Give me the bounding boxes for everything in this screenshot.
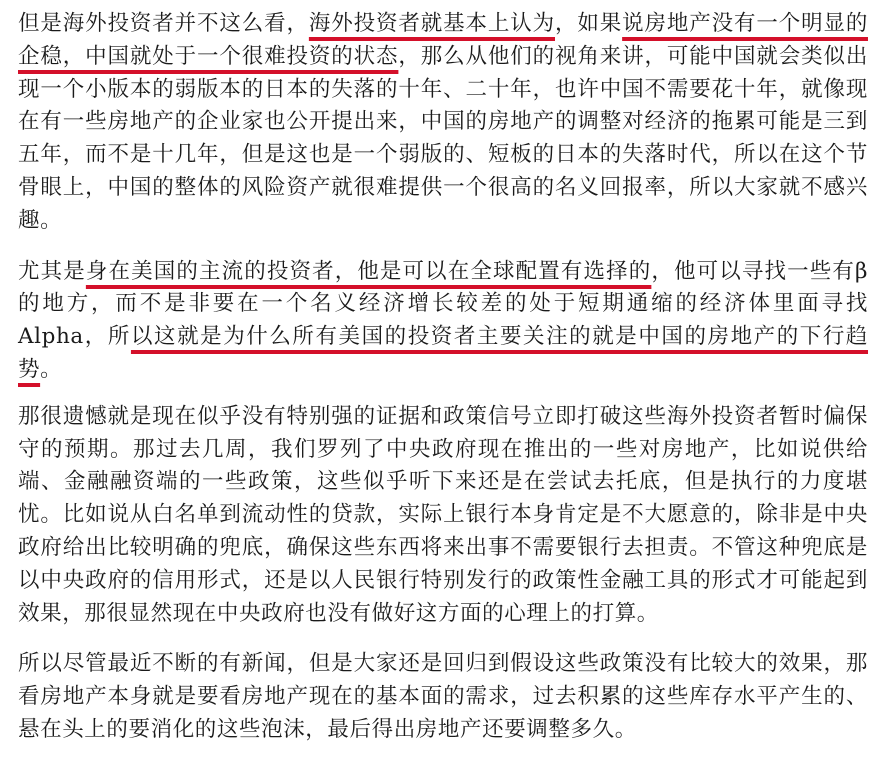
p2-segment-1: 尤其是 <box>18 258 86 284</box>
p2-highlight-1: 身在美国的主流的投资者，他是可以在全球配置有选择的 <box>85 258 652 284</box>
p1-segment-1: 但是海外投资者并不这么看， <box>18 11 309 36</box>
p2-segment-2: ，他可以寻找一些有β的地方，而不是非要在一个名义经济增长较差的处于短期通缩的经济体里面寻找Alpha，所 <box>18 258 868 350</box>
p1-highlight-1: 海外投资者就基本上认为 <box>308 11 555 36</box>
paragraph-1 <box>18 8 868 238</box>
paragraph-4: 所以尽管最近不断的有新闻，但是大家还是回归到假设这些政策没有比较大的效果，那看房地产本身就是要看房地产现在的基本面的需求，过去积累的这些库存水平产生的、悬在头上的要消化的这些泡沫，最后得出房地产还要调整多久。 <box>18 651 868 742</box>
paragraph-3: 那很遗憾就是现在似乎没有特别强的证据和政策信号立即打破这些海外投资者暂时偏保守的预期。那过去几周，我们罗列了中央政府现在推出的一些对房地产，比如说供给端、金融融资端的一些政策，这些似乎听下来还是在尝试去托底，但是执行的力度堪忧。比如说从白名单到流动性的贷款，实际上银行本身肯定是不大愿意的，除非是中央政府给出比较明确的兜底，确保这些东西将来出事不需要银行去担责。不管这种兜底是以中央政府的信用形式，还是以人民银行特别发行的政策性金融工具的形式才可能起到效果，那很显然现在中央政府也没有做好这方面的心理上的打算。 <box>18 403 868 626</box>
p1-segment-3: ，那么从他们的视角来讲，可能中国就会类似出现一个小版本的弱版本的日本的失落的十年、二十年，也许中国不需要花十年，就像现在有一些房地产的企业家也公开提出来，中国的房地产的调整对经济的拖累可能是三到五年，而不是十几年，但是这也是一个弱版的、短板的日本的失落时代，所以在这个节骨眼上，中国的整体的风险资产就很难提供一个很高的名义回报率，所以大家就不感兴趣。 <box>18 43 868 233</box>
p1-highlight-2: 说房地产没有一个明显的企稳，中国就处于一个很难投资的状态 <box>18 11 868 69</box>
paragraph-2 <box>18 256 868 387</box>
p2-highlight-2: 以这就是为什么所有美国的投资者主要关注的就是中国的房地产的下行趋势 <box>18 324 869 382</box>
p2-segment-3: 。 <box>40 356 63 382</box>
article-body <box>18 8 868 765</box>
p1-segment-2: ，如果 <box>555 11 623 36</box>
